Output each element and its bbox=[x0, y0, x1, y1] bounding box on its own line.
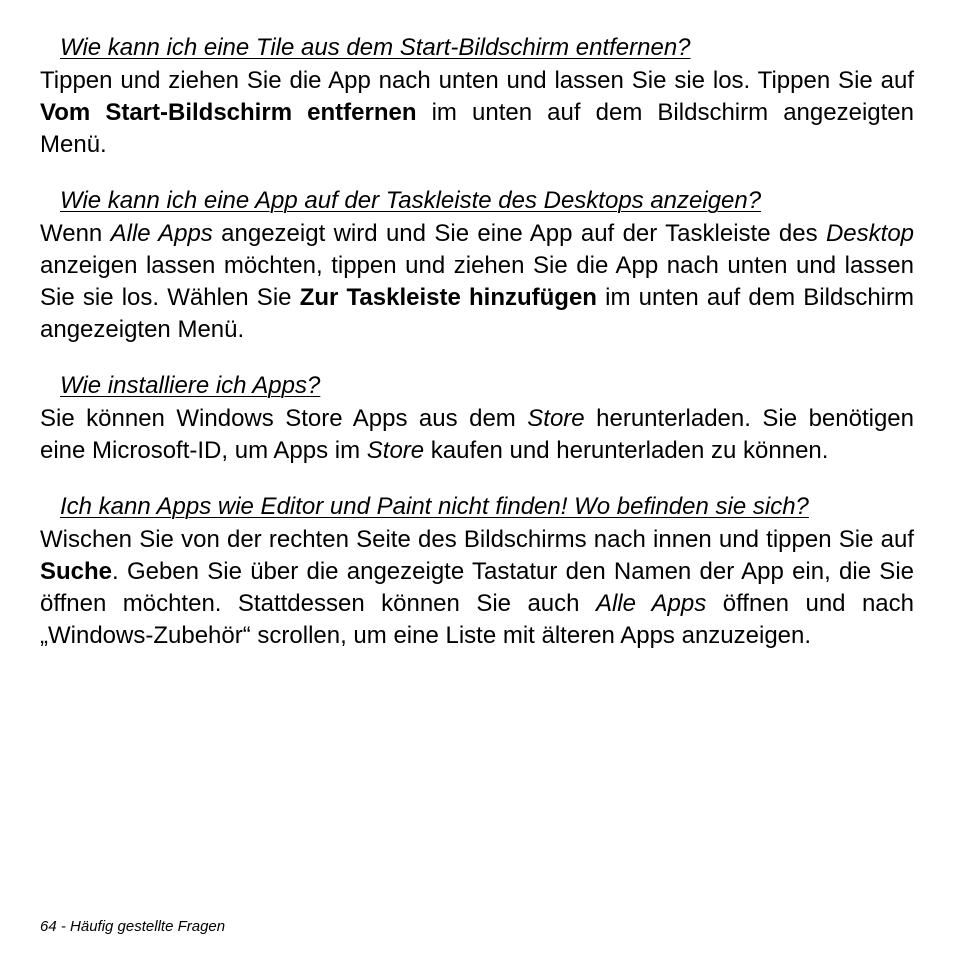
answer-text: . Geben Sie über die angezeigte Tastatur den Namen der App ein, die Sie öffnen möchten. Stattdessen können Sie auch bbox=[40, 558, 914, 617]
answer-text: anzeigen lassen möchten, tippen und ziehen Sie die App nach unten und lassen Sie sie los. Wählen Sie bbox=[40, 252, 914, 311]
answer-emphasis-italic: Store bbox=[527, 405, 585, 432]
faq-answer bbox=[40, 524, 914, 652]
faq-item bbox=[40, 369, 914, 467]
faq-answer bbox=[40, 403, 914, 467]
chapter-title: Häufig gestellte Fragen bbox=[70, 918, 226, 935]
faq-question: Ich kann Apps wie Editor und Paint nicht finden! Wo befinden sie sich? bbox=[60, 493, 809, 520]
answer-text: angezeigt wird und Sie eine App auf der Taskleiste des bbox=[212, 220, 826, 247]
page-footer bbox=[40, 918, 225, 936]
answer-text: herunterladen. Sie benötigen eine Microsoft-ID, um Apps im bbox=[40, 405, 914, 464]
answer-text: Wenn bbox=[40, 220, 111, 247]
answer-emphasis-italic: Desktop bbox=[825, 220, 915, 247]
faq-item bbox=[40, 490, 914, 652]
answer-emphasis-italic: Store bbox=[366, 437, 425, 464]
answer-emphasis-italic: Alle Apps bbox=[110, 220, 213, 247]
footer-separator: - bbox=[56, 918, 71, 935]
answer-emphasis-italic: Alle Apps bbox=[595, 590, 707, 617]
answer-text: kaufen und herunterladen zu können. bbox=[424, 437, 829, 464]
faq-question: Wie kann ich eine Tile aus dem Start-Bildschirm entfernen? bbox=[60, 34, 691, 61]
answer-text: öffnen und nach „Windows-Zubehör“ scrollen, um eine Liste mit älteren Apps anzuzeigen. bbox=[40, 590, 915, 649]
faq-question: Wie installiere ich Apps? bbox=[60, 372, 321, 399]
faq-item bbox=[40, 184, 914, 346]
answer-text: im unten auf dem Bildschirm angezeigten Menü. bbox=[40, 284, 914, 343]
answer-text: Sie können Windows Store Apps aus dem bbox=[40, 405, 528, 432]
faq-content bbox=[40, 31, 914, 652]
faq-sections bbox=[40, 31, 914, 652]
faq-answer bbox=[40, 65, 914, 161]
faq-item bbox=[40, 31, 914, 161]
answer-text: im unten auf dem Bildschirm angezeigten Menü. bbox=[40, 99, 914, 158]
faq-question: Wie kann ich eine App auf der Taskleiste des Desktops anzeigen? bbox=[60, 187, 762, 214]
answer-text: Wischen Sie von der rechten Seite des Bildschirms nach innen und tippen Sie auf bbox=[40, 526, 914, 553]
answer-text: Tippen und ziehen Sie die App nach unten und lassen Sie sie los. Tippen Sie auf bbox=[40, 67, 914, 94]
answer-emphasis-bold: Vom Start-Bildschirm entfernen bbox=[40, 99, 417, 126]
answer-emphasis-bold: Suche bbox=[40, 558, 113, 585]
faq-answer bbox=[40, 218, 914, 346]
page-number: 64 bbox=[40, 918, 57, 935]
answer-emphasis-bold: Zur Taskleiste hinzufügen bbox=[299, 284, 597, 311]
